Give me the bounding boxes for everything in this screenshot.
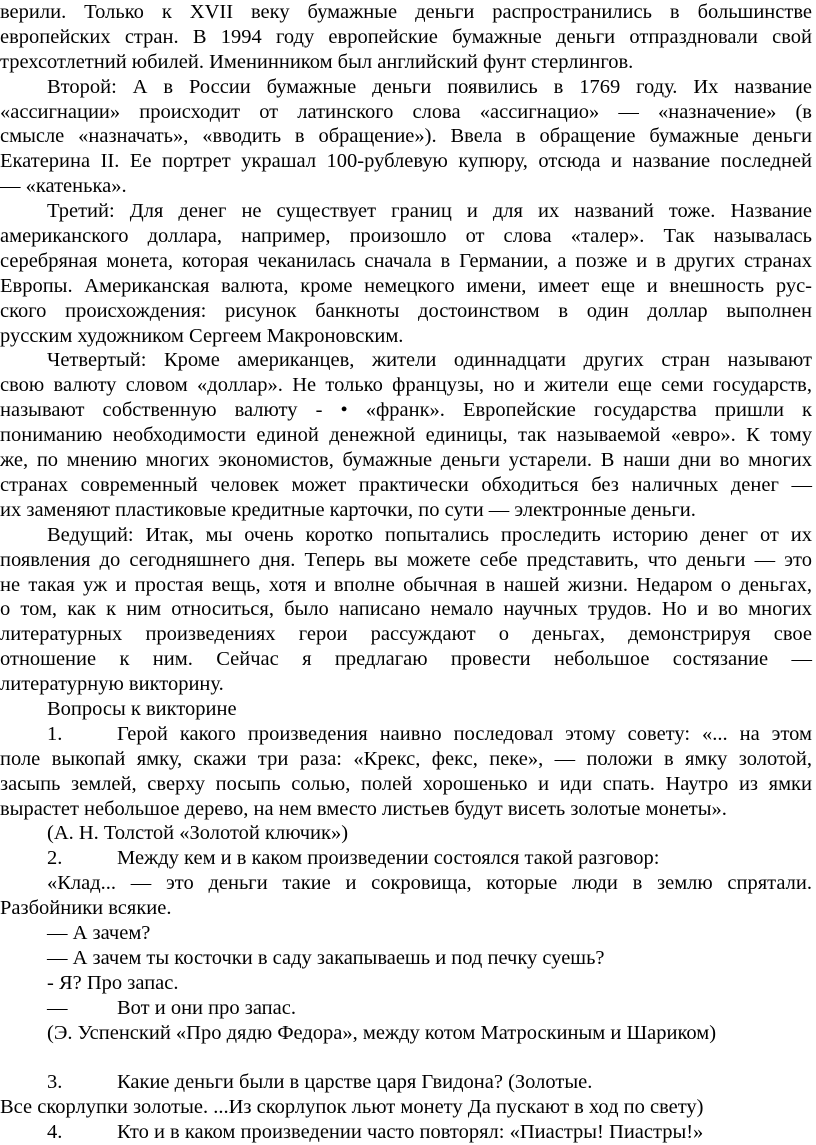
answer-1: (А. Н. Толстой «Золотой ключик») bbox=[47, 822, 349, 845]
text-line: ского происхождения: рисунок банкноты достоинством в один доллар выполнен bbox=[0, 299, 812, 322]
text-line: вырастет небольшое дерево, на нем вместо листьев будут висеть золотые монеты». bbox=[0, 797, 727, 820]
text-line: литературных произведениях герои рассуждают о деньгах, демонстрируя свое bbox=[0, 623, 812, 646]
quote-line: Разбойники всякие. bbox=[0, 897, 172, 920]
dialog-line: - Я? Про запас. bbox=[47, 971, 179, 994]
text-line: русским художником Сергеем Макроновским. bbox=[0, 324, 404, 347]
text-line: Все скорлупки золотые. ...Из скорлупок льют монету Да пускают в ход по свету) bbox=[0, 1096, 704, 1119]
text-line: отношение к ним. Сейчас я предлагаю провести небольшое состязание — bbox=[0, 648, 812, 671]
text-line: называют собственную валюту - • «франк». Европейские государства пришли к bbox=[0, 399, 812, 422]
answer-2: (Э. Успенский «Про дядю Федора», между котом Матроскиным и Шариком) bbox=[47, 1021, 717, 1044]
text-line: их заменяют пластиковые кредитные карточки, по сути — электронные деньги. bbox=[0, 498, 696, 521]
text-line: серебряная монета, которая чеканилась сначала в Германии, а позже и в других странах bbox=[0, 249, 812, 272]
question-number: 3. bbox=[47, 1071, 63, 1094]
text-line: «ассигнации» происходит от латинского слова «ассигнацио» — «назначение» (в bbox=[0, 100, 812, 123]
text-line: американского доллара, например, произошло от слова «талер». Так называлась bbox=[0, 225, 812, 248]
text-line: поле выкопай ямку, скажи три раза: «Крекс, фекс, пеке», — положи в ямку золотой, bbox=[0, 747, 812, 770]
text-line: Второй: А в России бумажные деньги появились в 1769 году. Их название bbox=[47, 75, 812, 98]
question-text: Кто и в каком произведении часто повторял: «Пиастры! Пиастры!» bbox=[117, 1121, 704, 1144]
text-line: не такая уж и простая вещь, хотя и вполне обычная в нашей жизни. Недаром о деньгах, bbox=[0, 573, 812, 596]
text-line: Третий: Для денег не существует границ и для их названий тоже. Название bbox=[47, 200, 812, 223]
text-line: же, по мнению многих экономистов, бумажные деньги устарели. В наши дни во многих bbox=[0, 449, 812, 472]
text-line: пониманию необходимости единой денежной единицы, так называемой «евро». К тому bbox=[0, 424, 812, 447]
text-line: Екатерина II. Ее портрет украшал 100-рублевую купюру, отсюда и название последней bbox=[0, 150, 812, 173]
text-line: появления до сегодняшнего дня. Теперь вы можете себе представить, что деньги — это bbox=[0, 548, 812, 571]
question-text: Герой какого произведения наивно последовал этому совету: «... на этом bbox=[117, 722, 812, 745]
text-line: трехсотлетний юбилей. Именинником был английский фунт стерлингов. bbox=[0, 50, 634, 73]
text-line: верили. Только к XVII веку бумажные деньги распространились в большинстве bbox=[0, 1, 812, 23]
quiz-heading: Вопросы к викторине bbox=[47, 697, 237, 720]
text-line: европейских стран. В 1994 году европейские бумажные деньги отпраздновали свой bbox=[0, 25, 812, 48]
dialog-line: — А зачем? bbox=[47, 921, 151, 944]
text-line: смысле «назначать», «вводить в обращение»). Ввела в обращение бумажные деньги bbox=[0, 125, 812, 148]
text-line: Четвертый: Кроме американцев, жители одиннадцати других стран называют bbox=[47, 349, 812, 372]
dialog-dash: — bbox=[47, 996, 68, 1019]
question-number: 4. bbox=[47, 1121, 63, 1144]
quote-line: «Клад... — это деньги такие и сокровища, которые люди в землю спрятали. bbox=[47, 872, 812, 895]
question-text: Какие деньги были в царстве царя Гвидона? (Золотые. bbox=[117, 1071, 593, 1094]
text-line: странах современный человек может практически обходиться без наличных денег — bbox=[0, 473, 812, 496]
text-line: — «катенька». bbox=[0, 175, 127, 198]
text-line: Европы. Американская валюта, кроме немецкого имени, имеет еще и внешность рус- bbox=[0, 274, 812, 297]
question-text: Между кем и в каком произведении состоялся такой разговор: bbox=[117, 847, 660, 870]
dialog-line: — А зачем ты косточки в саду закапываешь и под печку суешь? bbox=[47, 946, 605, 969]
text-line: свою валюту словом «доллар». Не только французы, но и жители еще семи государств, bbox=[0, 374, 812, 397]
text-line: засыпь землей, сверху посыпь солью, полей хорошенько и иди спать. Наутро из ямки bbox=[0, 772, 812, 795]
question-number: 1. bbox=[47, 722, 63, 745]
text-line: литературную викторину. bbox=[0, 673, 224, 696]
text-line: о том, как к ним относиться, было написано немало научных трудов. Но и во многих bbox=[0, 598, 812, 621]
text-line: Ведущий: Итак, мы очень коротко попытались проследить историю денег от их bbox=[47, 523, 812, 546]
dialog-text: Вот и они про запас. bbox=[117, 996, 296, 1019]
question-number: 2. bbox=[47, 847, 63, 870]
